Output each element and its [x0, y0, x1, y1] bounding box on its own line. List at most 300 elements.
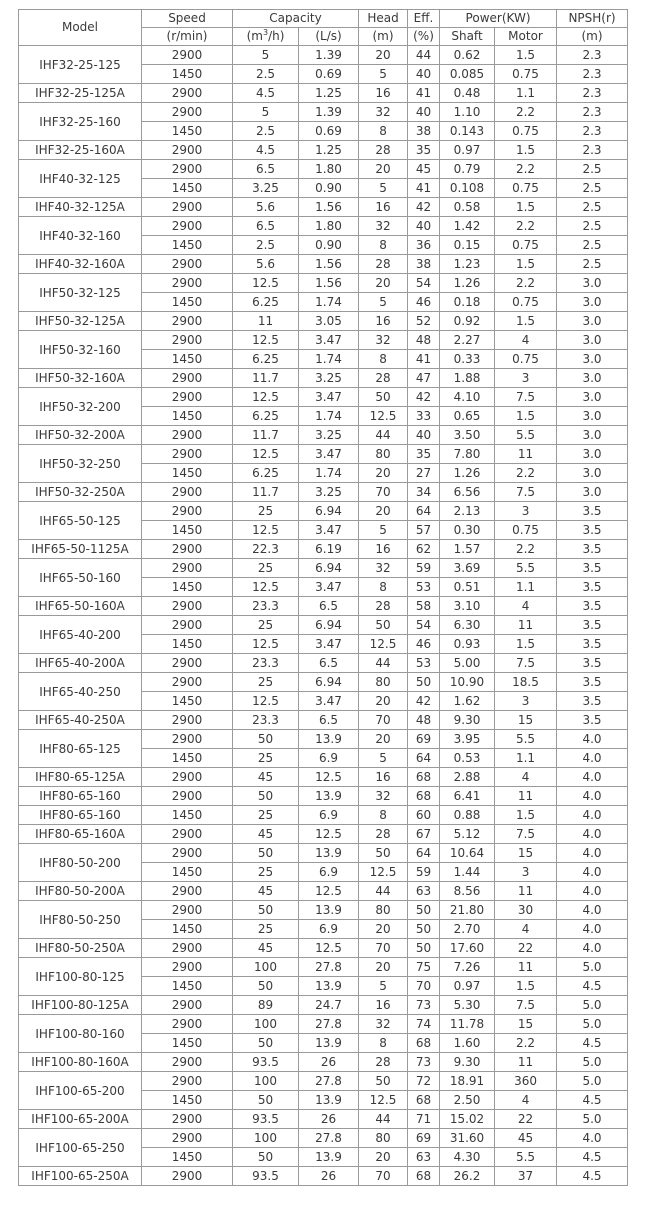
head-cell: 28: [359, 825, 408, 844]
motor-power-cell: 3: [495, 692, 557, 711]
eff-cell: 63: [408, 882, 440, 901]
capacity-ls-cell: 13.9: [299, 977, 359, 996]
header-speed-unit: (r/min): [142, 28, 233, 46]
capacity-m3h-cell: 12.5: [233, 331, 299, 350]
table-row: [19, 882, 628, 901]
table-row: [19, 958, 628, 977]
shaft-power-cell: 0.143: [440, 122, 495, 141]
capacity-m3h-cell: 11.7: [233, 369, 299, 388]
npsh-cell: 4.0: [557, 863, 628, 882]
shaft-power-cell: 31.60: [440, 1129, 495, 1148]
motor-power-cell: 1.5: [495, 312, 557, 331]
header-motor: Motor: [495, 28, 557, 46]
model-cell: IHF100-65-250: [19, 1129, 142, 1167]
eff-cell: 35: [408, 445, 440, 464]
speed-cell: 2900: [142, 1015, 233, 1034]
head-cell: 12.5: [359, 635, 408, 654]
model-cell: IHF80-65-160: [19, 787, 142, 806]
capacity-m3h-cell: 6.5: [233, 217, 299, 236]
speed-cell: 2900: [142, 369, 233, 388]
capacity-ls-cell: 3.47: [299, 388, 359, 407]
model-cell: IHF65-40-250: [19, 673, 142, 711]
capacity-m3h-cell: 25: [233, 863, 299, 882]
speed-cell: 2900: [142, 787, 233, 806]
head-cell: 44: [359, 1110, 408, 1129]
model-cell: IHF65-40-200: [19, 616, 142, 654]
capacity-ls-cell: 0.69: [299, 122, 359, 141]
model-cell: IHF100-80-160A: [19, 1053, 142, 1072]
npsh-cell: 4.5: [557, 1148, 628, 1167]
capacity-m3h-cell: 12.5: [233, 578, 299, 597]
capacity-ls-cell: 26: [299, 1167, 359, 1186]
motor-power-cell: 3: [495, 502, 557, 521]
npsh-cell: 2.5: [557, 217, 628, 236]
capacity-m3h-cell: 6.25: [233, 464, 299, 483]
capacity-ls-cell: 13.9: [299, 1034, 359, 1053]
eff-cell: 50: [408, 901, 440, 920]
eff-cell: 52: [408, 312, 440, 331]
eff-cell: 54: [408, 616, 440, 635]
motor-power-cell: 11: [495, 616, 557, 635]
speed-cell: 1450: [142, 293, 233, 312]
motor-power-cell: 37: [495, 1167, 557, 1186]
motor-power-cell: 0.75: [495, 293, 557, 312]
capacity-m3h-cell: 12.5: [233, 692, 299, 711]
eff-cell: 42: [408, 388, 440, 407]
head-cell: 12.5: [359, 1091, 408, 1110]
npsh-cell: 2.3: [557, 122, 628, 141]
model-cell: IHF80-50-200: [19, 844, 142, 882]
table-row: [19, 369, 628, 388]
eff-cell: 45: [408, 160, 440, 179]
npsh-cell: 3.5: [557, 673, 628, 692]
capacity-ls-cell: 26: [299, 1053, 359, 1072]
head-cell: 20: [359, 274, 408, 293]
motor-power-cell: 1.5: [495, 198, 557, 217]
shaft-power-cell: 1.26: [440, 464, 495, 483]
table-row: [19, 84, 628, 103]
motor-power-cell: 0.75: [495, 350, 557, 369]
shaft-power-cell: 1.62: [440, 692, 495, 711]
npsh-cell: 3.0: [557, 483, 628, 502]
shaft-power-cell: 6.56: [440, 483, 495, 502]
motor-power-cell: 1.5: [495, 46, 557, 65]
npsh-cell: 3.0: [557, 388, 628, 407]
capacity-ls-cell: 1.74: [299, 464, 359, 483]
speed-cell: 1450: [142, 236, 233, 255]
shaft-power-cell: 18.91: [440, 1072, 495, 1091]
motor-power-cell: 0.75: [495, 179, 557, 198]
capacity-ls-cell: 6.94: [299, 502, 359, 521]
eff-cell: 63: [408, 1148, 440, 1167]
npsh-cell: 3.5: [557, 578, 628, 597]
npsh-cell: 4.0: [557, 825, 628, 844]
speed-cell: 1450: [142, 635, 233, 654]
capacity-ls-cell: 6.9: [299, 749, 359, 768]
table-row: [19, 616, 628, 635]
speed-cell: 2900: [142, 274, 233, 293]
npsh-cell: 3.5: [557, 635, 628, 654]
capacity-m3h-cell: 45: [233, 939, 299, 958]
shaft-power-cell: 4.10: [440, 388, 495, 407]
header-head: Head: [359, 10, 408, 28]
motor-power-cell: 11: [495, 445, 557, 464]
speed-cell: 2900: [142, 312, 233, 331]
npsh-cell: 3.0: [557, 445, 628, 464]
npsh-cell: 2.5: [557, 160, 628, 179]
capacity-m3h-cell: 45: [233, 825, 299, 844]
model-cell: IHF100-65-200A: [19, 1110, 142, 1129]
capacity-m3h-cell: 100: [233, 1072, 299, 1091]
shaft-power-cell: 1.42: [440, 217, 495, 236]
eff-cell: 68: [408, 768, 440, 787]
shaft-power-cell: 1.88: [440, 369, 495, 388]
head-cell: 8: [359, 806, 408, 825]
capacity-m3h-cell: 50: [233, 1091, 299, 1110]
head-cell: 80: [359, 1129, 408, 1148]
capacity-ls-cell: 6.5: [299, 597, 359, 616]
motor-power-cell: 0.75: [495, 521, 557, 540]
speed-cell: 2900: [142, 939, 233, 958]
shaft-power-cell: 8.56: [440, 882, 495, 901]
capacity-ls-cell: 6.94: [299, 616, 359, 635]
table-row: [19, 939, 628, 958]
motor-power-cell: 1.5: [495, 977, 557, 996]
speed-cell: 1450: [142, 1148, 233, 1167]
speed-cell: 1450: [142, 1034, 233, 1053]
npsh-cell: 4.0: [557, 730, 628, 749]
npsh-cell: 3.0: [557, 369, 628, 388]
table-row: [19, 141, 628, 160]
head-cell: 28: [359, 1053, 408, 1072]
model-cell: IHF100-80-125: [19, 958, 142, 996]
head-cell: 50: [359, 1072, 408, 1091]
npsh-cell: 3.5: [557, 502, 628, 521]
capacity-ls-cell: 3.25: [299, 483, 359, 502]
motor-power-cell: 15: [495, 1015, 557, 1034]
capacity-ls-cell: 3.47: [299, 692, 359, 711]
table-row: [19, 901, 628, 920]
motor-power-cell: 1.5: [495, 407, 557, 426]
capacity-m3h-cell: 93.5: [233, 1110, 299, 1129]
capacity-m3h-cell: 23.3: [233, 597, 299, 616]
head-cell: 70: [359, 483, 408, 502]
shaft-power-cell: 7.26: [440, 958, 495, 977]
header-eff-unit: (%): [408, 28, 440, 46]
table-row: [19, 103, 628, 122]
speed-cell: 2900: [142, 768, 233, 787]
speed-cell: 2900: [142, 141, 233, 160]
header-shaft: Shaft: [440, 28, 495, 46]
capacity-ls-cell: 13.9: [299, 1091, 359, 1110]
header-capacity: Capacity: [233, 10, 359, 28]
capacity-ls-cell: 12.5: [299, 825, 359, 844]
npsh-cell: 4.5: [557, 977, 628, 996]
eff-cell: 44: [408, 46, 440, 65]
npsh-cell: 2.3: [557, 84, 628, 103]
npsh-cell: 4.0: [557, 939, 628, 958]
motor-power-cell: 1.5: [495, 255, 557, 274]
eff-cell: 67: [408, 825, 440, 844]
eff-cell: 58: [408, 597, 440, 616]
capacity-m3h-cell: 12.5: [233, 445, 299, 464]
motor-power-cell: 1.1: [495, 578, 557, 597]
npsh-cell: 3.5: [557, 559, 628, 578]
eff-cell: 50: [408, 920, 440, 939]
pump-spec-table: [18, 9, 628, 1186]
capacity-m3h-cell: 2.5: [233, 122, 299, 141]
shaft-power-cell: 0.58: [440, 198, 495, 217]
head-cell: 44: [359, 654, 408, 673]
motor-power-cell: 11: [495, 1053, 557, 1072]
motor-power-cell: 11: [495, 958, 557, 977]
speed-cell: 2900: [142, 1072, 233, 1091]
head-cell: 44: [359, 882, 408, 901]
npsh-cell: 2.5: [557, 198, 628, 217]
motor-power-cell: 4: [495, 597, 557, 616]
capacity-m3h-cell: 25: [233, 806, 299, 825]
speed-cell: 2900: [142, 825, 233, 844]
model-cell: IHF50-32-250A: [19, 483, 142, 502]
head-cell: 16: [359, 84, 408, 103]
table-row: [19, 825, 628, 844]
head-cell: 20: [359, 920, 408, 939]
speed-cell: 2900: [142, 958, 233, 977]
speed-cell: 2900: [142, 483, 233, 502]
capacity-ls-cell: 6.5: [299, 654, 359, 673]
head-cell: 32: [359, 1015, 408, 1034]
capacity-m3h-cell: 4.5: [233, 141, 299, 160]
eff-cell: 72: [408, 1072, 440, 1091]
shaft-power-cell: 26.2: [440, 1167, 495, 1186]
speed-cell: 2900: [142, 445, 233, 464]
npsh-cell: 4.5: [557, 1091, 628, 1110]
speed-cell: 1450: [142, 65, 233, 84]
shaft-power-cell: 0.97: [440, 977, 495, 996]
spec-table-container: [18, 9, 627, 1186]
capacity-m3h-cell: 50: [233, 844, 299, 863]
table-row: [19, 388, 628, 407]
shaft-power-cell: 7.80: [440, 445, 495, 464]
capacity-m3h-cell: 5: [233, 103, 299, 122]
unit-superscript: 3: [262, 28, 269, 37]
shaft-power-cell: 3.95: [440, 730, 495, 749]
npsh-cell: 5.0: [557, 1015, 628, 1034]
shaft-power-cell: 0.65: [440, 407, 495, 426]
eff-cell: 50: [408, 673, 440, 692]
capacity-m3h-cell: 89: [233, 996, 299, 1015]
motor-power-cell: 15: [495, 711, 557, 730]
model-cell: IHF100-65-200: [19, 1072, 142, 1110]
capacity-m3h-cell: 2.5: [233, 65, 299, 84]
shaft-power-cell: 5.30: [440, 996, 495, 1015]
shaft-power-cell: 21.80: [440, 901, 495, 920]
capacity-ls-cell: 3.47: [299, 445, 359, 464]
table-row: [19, 1110, 628, 1129]
table-row: [19, 274, 628, 293]
head-cell: 28: [359, 255, 408, 274]
npsh-cell: 3.0: [557, 426, 628, 445]
eff-cell: 73: [408, 996, 440, 1015]
motor-power-cell: 4: [495, 331, 557, 350]
speed-cell: 2900: [142, 673, 233, 692]
head-cell: 12.5: [359, 863, 408, 882]
capacity-ls-cell: 6.19: [299, 540, 359, 559]
eff-cell: 64: [408, 502, 440, 521]
capacity-ls-cell: 13.9: [299, 730, 359, 749]
speed-cell: 2900: [142, 331, 233, 350]
shaft-power-cell: 0.085: [440, 65, 495, 84]
table-row: [19, 160, 628, 179]
capacity-ls-cell: 13.9: [299, 1148, 359, 1167]
head-cell: 8: [359, 236, 408, 255]
speed-cell: 2900: [142, 597, 233, 616]
eff-cell: 33: [408, 407, 440, 426]
table-row: [19, 1129, 628, 1148]
shaft-power-cell: 11.78: [440, 1015, 495, 1034]
eff-cell: 68: [408, 1034, 440, 1053]
table-row: [19, 787, 628, 806]
shaft-power-cell: 0.33: [440, 350, 495, 369]
speed-cell: 2900: [142, 1129, 233, 1148]
speed-cell: 2900: [142, 559, 233, 578]
head-cell: 20: [359, 730, 408, 749]
motor-power-cell: 7.5: [495, 996, 557, 1015]
model-cell: IHF65-40-250A: [19, 711, 142, 730]
head-cell: 20: [359, 692, 408, 711]
speed-cell: 1450: [142, 1091, 233, 1110]
capacity-ls-cell: 1.25: [299, 141, 359, 160]
capacity-m3h-cell: 25: [233, 920, 299, 939]
speed-cell: 1450: [142, 521, 233, 540]
model-cell: IHF80-65-160A: [19, 825, 142, 844]
unit-suffix: /h): [268, 29, 285, 43]
shaft-power-cell: 0.53: [440, 749, 495, 768]
capacity-m3h-cell: 45: [233, 882, 299, 901]
head-cell: 50: [359, 844, 408, 863]
eff-cell: 40: [408, 65, 440, 84]
model-cell: IHF80-50-250A: [19, 939, 142, 958]
shaft-power-cell: 2.88: [440, 768, 495, 787]
model-cell: IHF100-80-125A: [19, 996, 142, 1015]
shaft-power-cell: 0.79: [440, 160, 495, 179]
shaft-power-cell: 15.02: [440, 1110, 495, 1129]
motor-power-cell: 1.5: [495, 635, 557, 654]
motor-power-cell: 15: [495, 844, 557, 863]
capacity-m3h-cell: 23.3: [233, 711, 299, 730]
shaft-power-cell: 2.70: [440, 920, 495, 939]
table-row: [19, 331, 628, 350]
motor-power-cell: 5.5: [495, 1148, 557, 1167]
capacity-ls-cell: 1.39: [299, 103, 359, 122]
head-cell: 20: [359, 464, 408, 483]
npsh-cell: 2.5: [557, 255, 628, 274]
npsh-cell: 4.0: [557, 749, 628, 768]
head-cell: 28: [359, 141, 408, 160]
speed-cell: 2900: [142, 882, 233, 901]
capacity-ls-cell: 6.9: [299, 806, 359, 825]
table-row: [19, 483, 628, 502]
capacity-m3h-cell: 100: [233, 958, 299, 977]
motor-power-cell: 0.75: [495, 122, 557, 141]
speed-cell: 2900: [142, 388, 233, 407]
capacity-m3h-cell: 4.5: [233, 84, 299, 103]
capacity-ls-cell: 1.39: [299, 46, 359, 65]
motor-power-cell: 3: [495, 369, 557, 388]
shaft-power-cell: 0.48: [440, 84, 495, 103]
capacity-ls-cell: 0.69: [299, 65, 359, 84]
capacity-ls-cell: 27.8: [299, 958, 359, 977]
motor-power-cell: 18.5: [495, 673, 557, 692]
motor-power-cell: 2.2: [495, 1034, 557, 1053]
capacity-ls-cell: 6.9: [299, 920, 359, 939]
capacity-ls-cell: 3.47: [299, 635, 359, 654]
model-cell: IHF50-32-125: [19, 274, 142, 312]
table-header: [19, 10, 628, 46]
capacity-m3h-cell: 2.5: [233, 236, 299, 255]
model-cell: IHF50-32-200: [19, 388, 142, 426]
speed-cell: 1450: [142, 350, 233, 369]
capacity-ls-cell: 3.47: [299, 521, 359, 540]
head-cell: 16: [359, 540, 408, 559]
shaft-power-cell: 5.00: [440, 654, 495, 673]
motor-power-cell: 4: [495, 768, 557, 787]
speed-cell: 2900: [142, 46, 233, 65]
capacity-ls-cell: 6.94: [299, 559, 359, 578]
model-cell: IHF100-80-160: [19, 1015, 142, 1053]
eff-cell: 48: [408, 331, 440, 350]
table-row: [19, 559, 628, 578]
table-row: [19, 445, 628, 464]
capacity-ls-cell: 0.90: [299, 179, 359, 198]
speed-cell: 2900: [142, 654, 233, 673]
capacity-ls-cell: 6.94: [299, 673, 359, 692]
shaft-power-cell: 1.57: [440, 540, 495, 559]
shaft-power-cell: 3.69: [440, 559, 495, 578]
table-row: [19, 540, 628, 559]
npsh-cell: 3.0: [557, 274, 628, 293]
shaft-power-cell: 0.15: [440, 236, 495, 255]
header-head-unit: (m): [359, 28, 408, 46]
head-cell: 16: [359, 996, 408, 1015]
model-cell: IHF80-65-160: [19, 806, 142, 825]
capacity-ls-cell: 24.7: [299, 996, 359, 1015]
capacity-m3h-cell: 50: [233, 901, 299, 920]
model-cell: IHF50-32-160A: [19, 369, 142, 388]
table-row: [19, 996, 628, 1015]
header-capacity-ls: (L/s): [299, 28, 359, 46]
eff-cell: 42: [408, 692, 440, 711]
head-cell: 8: [359, 122, 408, 141]
capacity-ls-cell: 12.5: [299, 939, 359, 958]
model-cell: IHF80-65-125: [19, 730, 142, 768]
speed-cell: 1450: [142, 920, 233, 939]
head-cell: 5: [359, 977, 408, 996]
head-cell: 16: [359, 312, 408, 331]
npsh-cell: 3.5: [557, 521, 628, 540]
capacity-ls-cell: 6.9: [299, 863, 359, 882]
npsh-cell: 5.0: [557, 1053, 628, 1072]
capacity-ls-cell: 1.74: [299, 407, 359, 426]
shaft-power-cell: 3.10: [440, 597, 495, 616]
model-cell: IHF65-50-125: [19, 502, 142, 540]
eff-cell: 46: [408, 293, 440, 312]
model-cell: IHF40-32-125: [19, 160, 142, 198]
head-cell: 8: [359, 1034, 408, 1053]
capacity-m3h-cell: 93.5: [233, 1053, 299, 1072]
shaft-power-cell: 4.30: [440, 1148, 495, 1167]
eff-cell: 69: [408, 730, 440, 749]
